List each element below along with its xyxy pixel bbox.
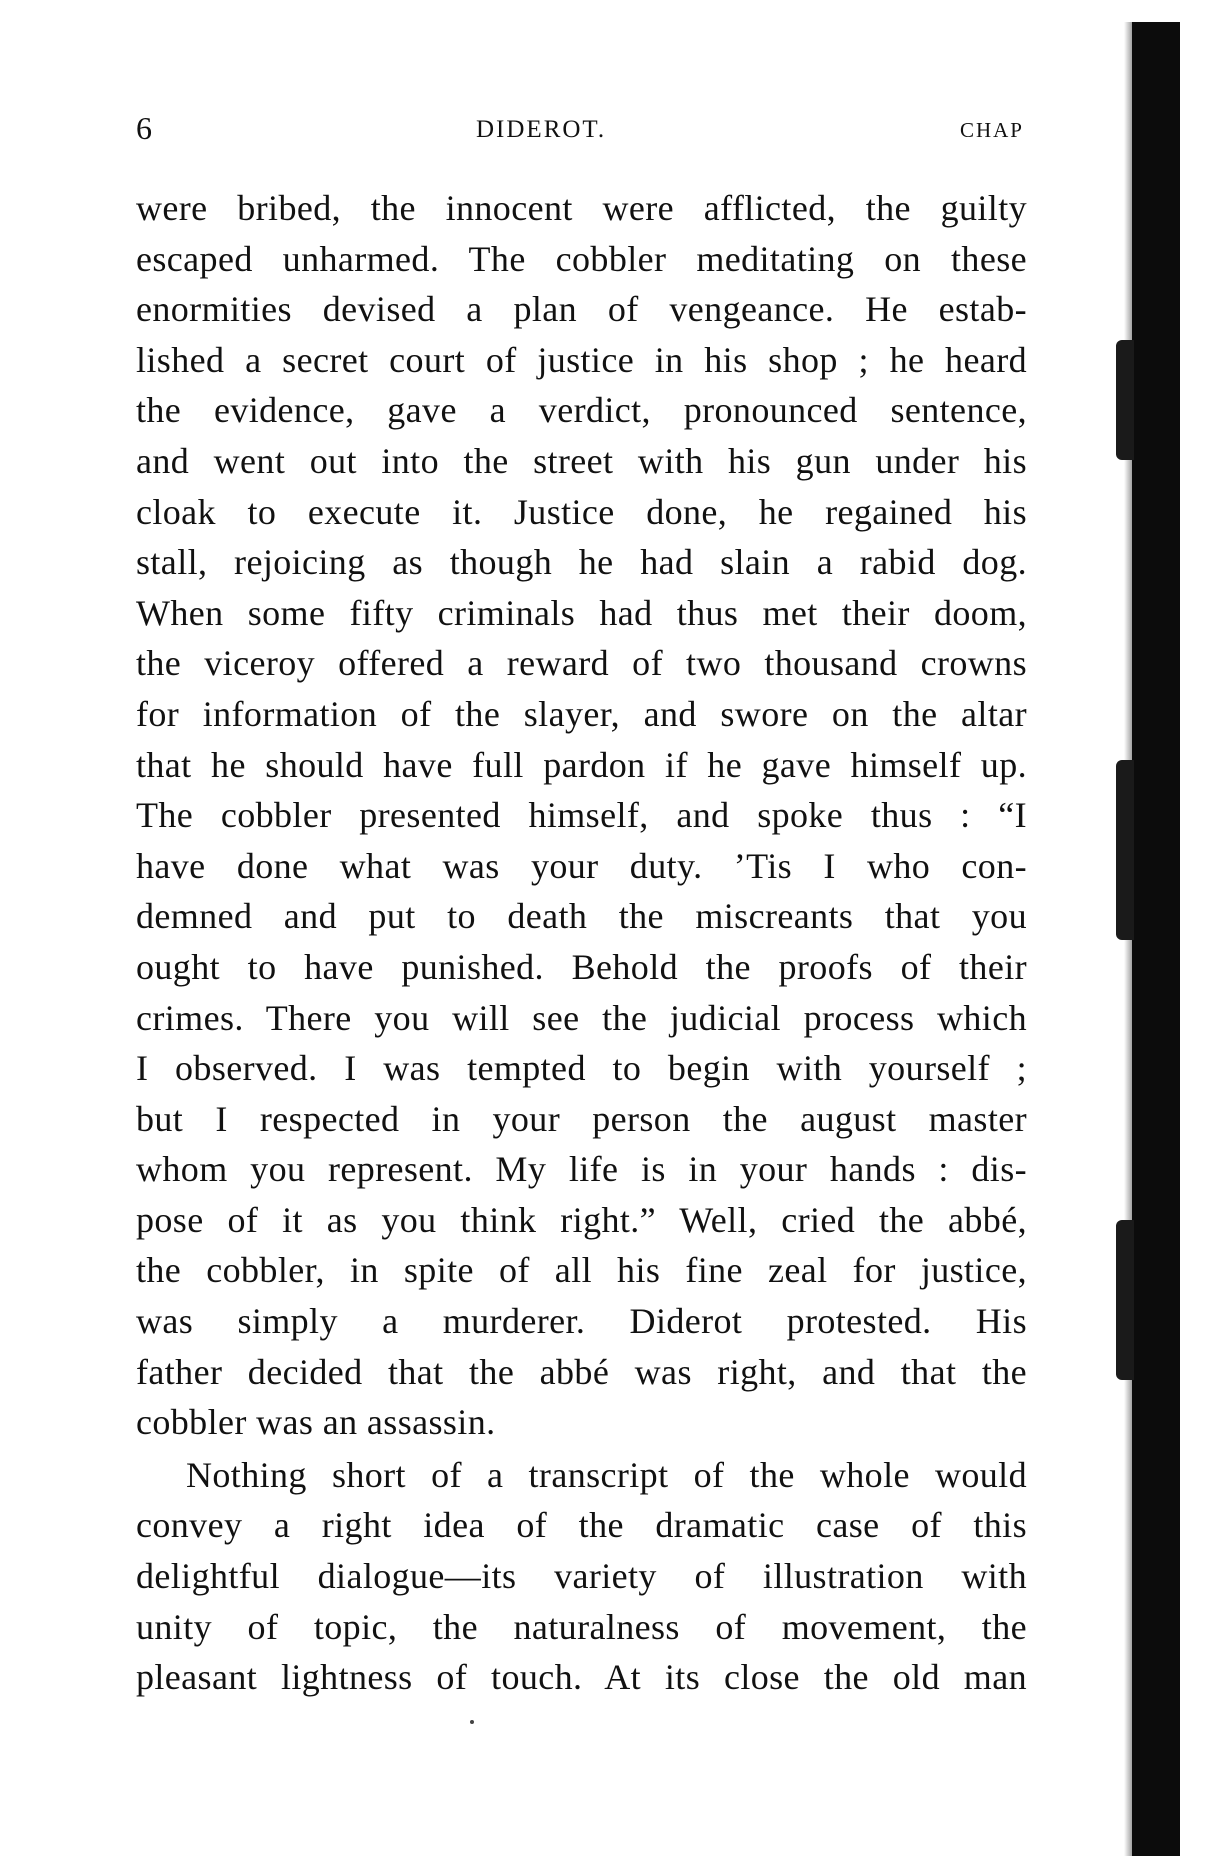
text-line: The cobbler presented himself, and spoke thus : “I <box>136 795 1027 836</box>
text-line: cloak to execute it. Justice done, he regained his <box>136 491 1027 532</box>
text-line: I observed. I was tempted to begin with yourself ; <box>136 1048 1027 1089</box>
text-line: stall, rejoicing as though he had slain a rabid dog. <box>136 542 1027 583</box>
ink-speck <box>470 1720 474 1724</box>
text-line: lished a secret court of justice in his shop ; he heard <box>136 339 1027 380</box>
text-line: have done what was your duty. ’Tis I who con- <box>136 845 1027 886</box>
text-line: enormities devised a plan of vengeance. He estab- <box>136 289 1027 330</box>
binding-notch <box>1116 340 1134 460</box>
binding-notch <box>1116 760 1134 940</box>
text-line: pleasant lightness of touch. At its close the old man <box>136 1657 1027 1698</box>
chapter-mark: CHAP <box>959 118 1024 142</box>
text-line: delightful dialogue—its variety of illustration with <box>136 1556 1027 1597</box>
running-head <box>136 108 1024 148</box>
text-line: but I respected in your person the august master <box>136 1098 1027 1139</box>
text-line: for information of the slayer, and swore on the altar <box>136 693 1027 734</box>
text-line: was simply a murderer. Diderot protested. His <box>136 1301 1027 1342</box>
text-line: pose of it as you think right.” Well, cried the abbé, <box>136 1199 1027 1240</box>
paragraph-end-line: cobbler was an assassin. <box>136 1402 496 1443</box>
text-line: escaped unharmed. The cobbler meditating on these <box>136 238 1027 279</box>
text-line: crimes. There you will see the judicial process which <box>136 997 1027 1038</box>
text-line: ought to have punished. Behold the proofs of their <box>136 946 1027 987</box>
text-line: unity of topic, the naturalness of movement, the <box>136 1606 1027 1647</box>
running-title: DIDEROT. <box>476 116 607 143</box>
page-number: 6 <box>136 110 152 146</box>
paragraph-start-line: Nothing short of a transcript of the whole would <box>186 1454 1027 1495</box>
text-line: demned and put to death the miscreants that you <box>136 896 1027 937</box>
text-line: the cobbler, in spite of all his fine zeal for justice, <box>136 1250 1027 1291</box>
text-line: father decided that the abbé was right, and that the <box>136 1351 1027 1392</box>
text-line: convey a right idea of the dramatic case of this <box>136 1505 1027 1546</box>
text-line: and went out into the street with his gun under his <box>136 440 1027 481</box>
text-line: were bribed, the innocent were afflicted, the guilty <box>136 188 1027 228</box>
binding-edge <box>1132 22 1180 1856</box>
text-line: whom you represent. My life is in your hands : dis- <box>136 1149 1027 1190</box>
binding-notch <box>1116 1220 1134 1380</box>
body-text <box>136 183 1027 1703</box>
text-line: that he should have full pardon if he gave himself up. <box>136 744 1027 785</box>
text-line: the viceroy offered a reward of two thousand crowns <box>136 643 1027 684</box>
text-line: the evidence, gave a verdict, pronounced sentence, <box>136 390 1027 431</box>
text-line: When some fifty criminals had thus met their doom, <box>136 592 1027 633</box>
